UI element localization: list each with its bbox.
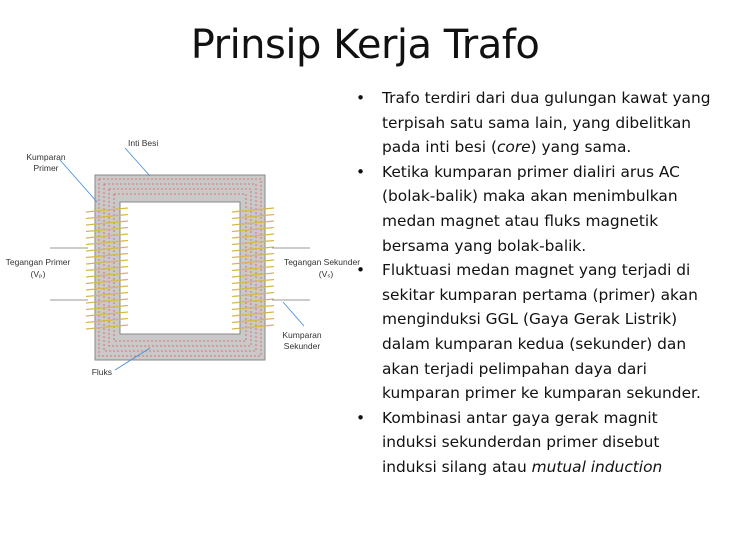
transformer-diagram	[0, 130, 361, 390]
bullet-text: Kombinasi antar gaya gerak magnit induksi sekunderdan primer disebut induksi silang atau	[382, 408, 660, 476]
label-tegangan-sekunder: Tegangan Sekunder	[283, 257, 361, 267]
bullet-text: Trafo terdiri dari dua gulungan kawat yang terpisah satu sama lain, yang dibelitkan pada inti besi (	[382, 89, 711, 157]
bullet-marker: •	[356, 261, 366, 280]
bullet-item	[352, 160, 714, 258]
bullet-text: Fluktuasi medan magnet yang terjadi di sekitar kumparan pertama (primer) akan menginduksi GGL (Gaya Gerak Listrik) dalam kumparan kedua (sekunder) dan akan terjadi pelimpahan daya dari kumparan primer ke kumparan sekunder.	[382, 261, 701, 403]
flux-line	[114, 194, 246, 341]
primary-wires	[50, 248, 88, 300]
label-tegangan-primer-symbol: (Vₚ)	[30, 269, 46, 279]
secondary-wires	[272, 248, 310, 300]
bullet-text-tail: ) yang sama.	[530, 138, 632, 157]
flux-line	[104, 184, 256, 351]
bullet-marker: •	[356, 408, 366, 427]
bullet-item	[352, 406, 714, 480]
label-fluks: Fluks	[91, 367, 112, 377]
page-title: Prinsip Kerja Trafo	[190, 22, 540, 68]
label-kumparan-sekunder: Kumparan	[282, 330, 322, 340]
bullet-emphasis: mutual induction	[531, 457, 663, 476]
label-kumparan-primer-2: Primer	[33, 163, 59, 173]
bullet-text: Ketika kumparan primer dialiri arus AC (bolak-balik) maka akan menimbulkan medan magnet atau fluks magnetik bersama yang bolak-balik.	[382, 162, 680, 255]
bullet-marker: •	[356, 162, 366, 181]
label-kumparan-primer: Kumparan	[26, 152, 66, 162]
bullet-emphasis: core	[496, 138, 531, 157]
transformer-svg	[0, 130, 361, 390]
bullet-list	[352, 86, 714, 480]
label-kumparan-sekunder-2: Sekunder	[283, 341, 321, 351]
label-tegangan-sekunder-symbol: (Vₛ)	[318, 269, 334, 279]
flux-line	[109, 189, 251, 346]
bullet-item	[352, 86, 714, 160]
label-inti-besi: Inti Besi	[128, 138, 159, 148]
label-tegangan-primer: Tegangan Primer	[5, 257, 71, 267]
bullet-marker: •	[356, 89, 366, 107]
bullet-item	[352, 258, 714, 406]
